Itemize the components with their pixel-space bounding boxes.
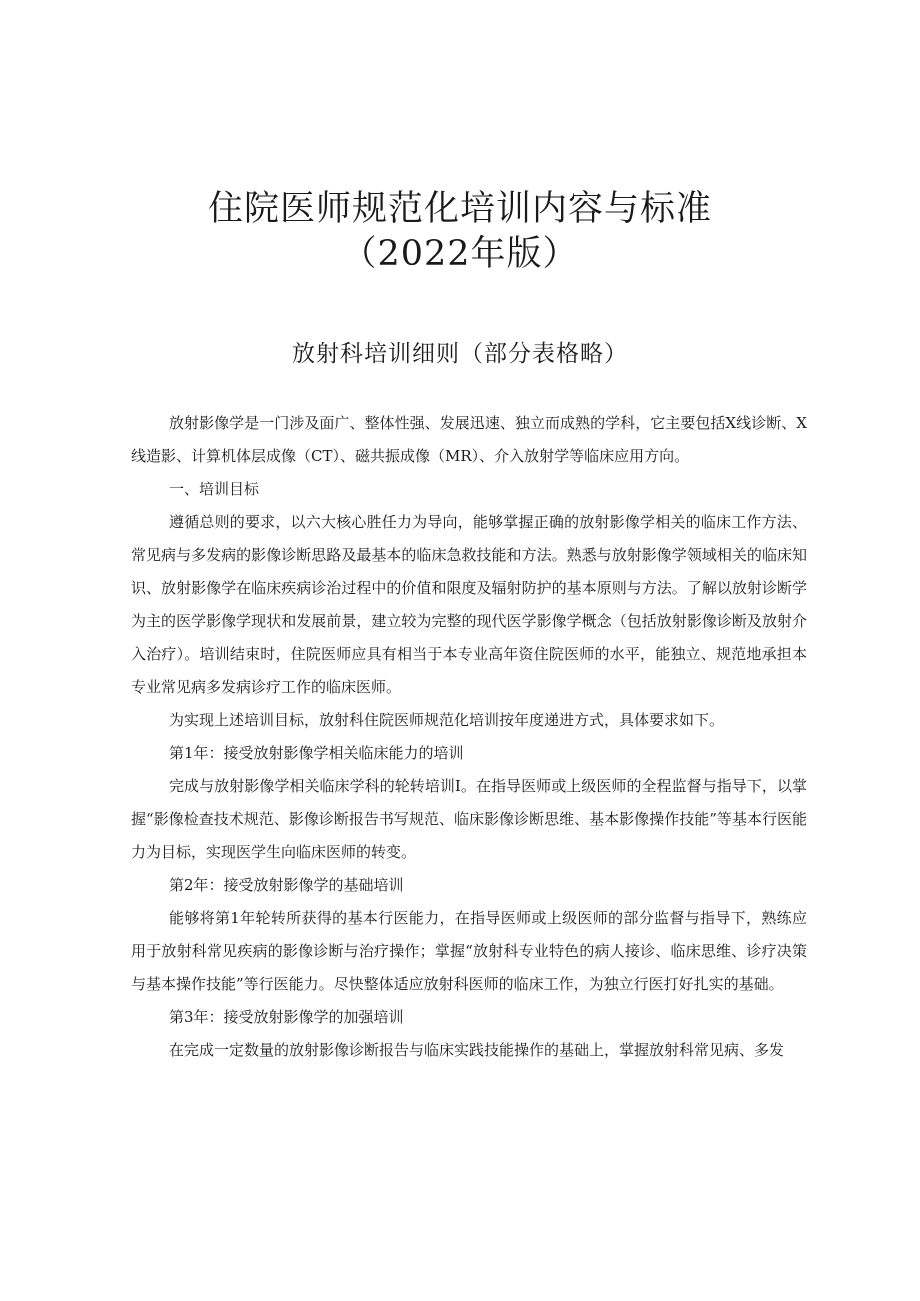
document-body (131, 407, 807, 1067)
year-2-paragraph: 能够将第1年轮转所获得的基本行医能力，在指导医师或上级医师的部分监督与指导下，熟练应用于放射科常见疾病的影像诊断与治疗操作；掌握“放射科专业特色的病人接诊、临床思维、诊疗决策与基本操作技能”等行医能力。尽快整体适应放射科医师的临床工作，为独立行医打好扎实的基础。 (131, 909, 807, 993)
year-3-paragraph: 在完成一定数量的放射影像诊断报告与临床实践技能操作的基础上，掌握放射科常见病、多发 (169, 1041, 785, 1059)
document-subtitle: 放射科培训细则（部分表格略） (292, 341, 628, 367)
intro-paragraph: 放射影像学是一门涉及面广、整体性强、发展迅速、独立而成熟的学科，它主要包括X线诊断、X线造影、计算机体层成像（CT）、磁共振成像（MR）、介入放射学等临床应用方向。 (131, 414, 807, 465)
document-title: 住院医师规范化培训内容与标准 (207, 189, 712, 229)
year-2-heading: 第2年：接受放射影像学的基础培训 (169, 876, 404, 894)
document-edition: （2022年版） (341, 234, 579, 274)
section-heading-training-goals: 一、培训目标 (169, 480, 260, 498)
progression-paragraph: 为实现上述培训目标，放射科住院医师规范化培训按年度递进方式，具体要求如下。 (169, 711, 725, 729)
year-1-heading: 第1年：接受放射影像学相关临床能力的培训 (169, 744, 464, 762)
year-1-paragraph: 完成与放射影像学相关临床学科的轮转培训I。在指导医师或上级医师的全程监督与指导下，以掌握“影像检查技术规范、影像诊断报告书写规范、临床影像诊断思维、基本影像操作技能”等基本行医能力为目标，实现医学生向临床医师的转变。 (131, 777, 807, 861)
year-3-heading: 第3年：接受放射影像学的加强培训 (169, 1008, 404, 1026)
training-goals-paragraph: 遵循总则的要求，以六大核心胜任力为导向，能够掌握正确的放射影像学相关的临床工作方法、常见病与多发病的影像诊断思路及最基本的临床急救技能和方法。熟悉与放射影像学领域相关的临床知识、放射影像学在临床疾病诊治过程中的价值和限度及辐射防护的基本原则与方法。了解以放射诊断学为主的医学影像学现状和发展前景，建立较为完整的现代医学影像学概念（包括放射影像诊断及放射介入治疗）。培训结束时，住院医师应具有相当于本专业高年资住院医师的水平，能独立、规范地承担本专业常见病多发病诊疗工作的临床医师。 (131, 513, 807, 696)
